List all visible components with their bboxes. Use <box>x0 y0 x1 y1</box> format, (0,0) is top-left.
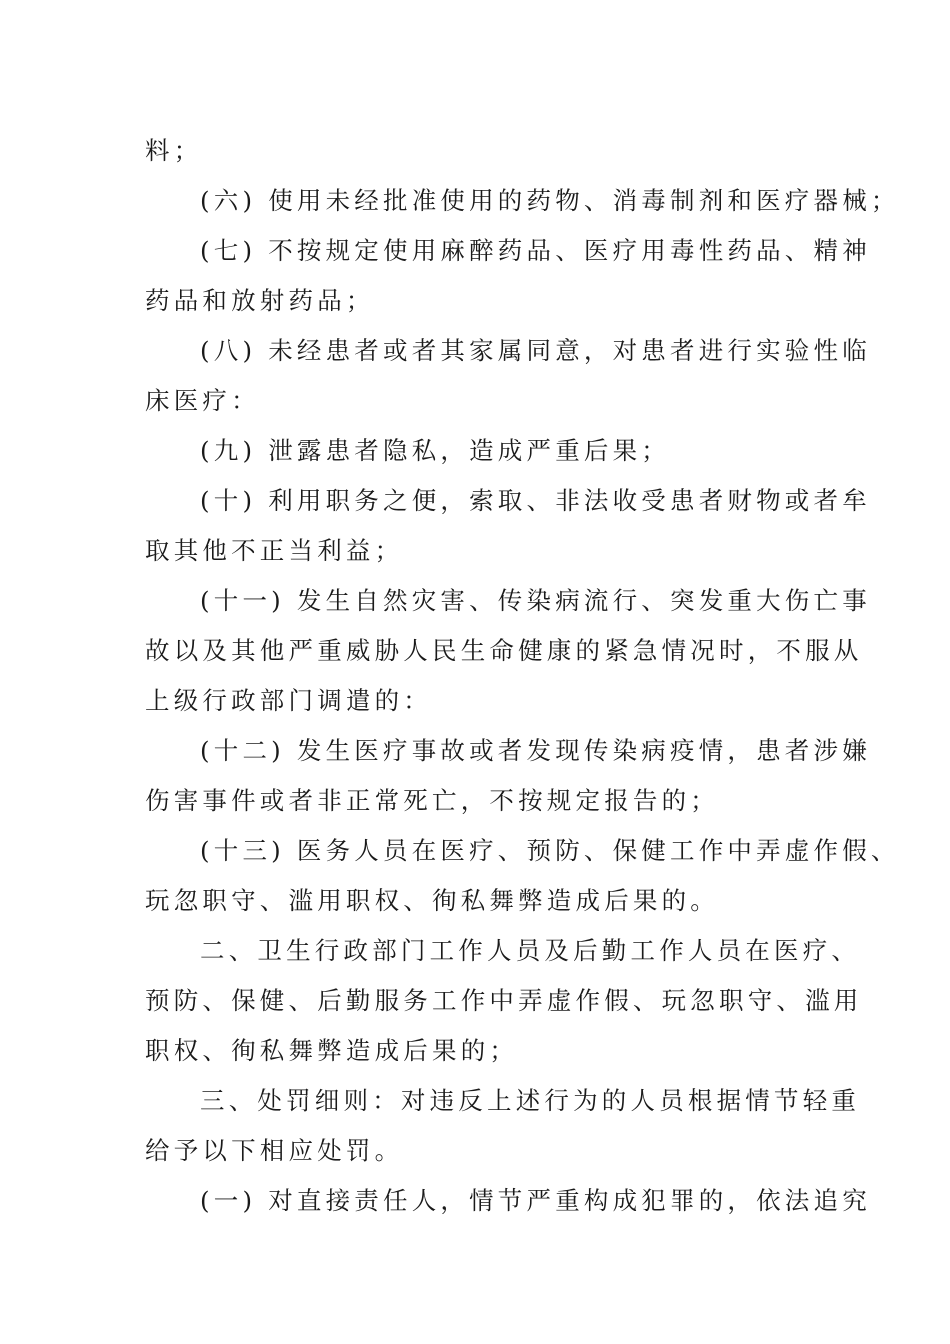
text-line: (十三) 医务人员在医疗、预防、保健工作中弄虚作假、 <box>200 836 900 865</box>
text-line: 职权、徇私舞弊造成后果的； <box>145 1036 519 1065</box>
text-line: 上级行政部门调遣的： <box>145 686 432 715</box>
text-line: 三、处罚细则：对违反上述行为的人员根据情节轻重 <box>200 1086 861 1115</box>
text-line: 伤害事件或者非正常死亡，不按规定报告的； <box>145 786 719 815</box>
text-line: (十一) 发生自然灾害、传染病流行、突发重大伤亡事 <box>200 586 871 615</box>
text-line: 故以及其他严重威胁人民生命健康的紧急情况时，不服从 <box>145 636 863 665</box>
text-line: 床医疗： <box>145 386 260 415</box>
text-line: 料； <box>145 136 203 165</box>
text-line: (十) 利用职务之便，索取、非法收受患者财物或者牟 <box>200 486 871 515</box>
text-line: (八) 未经患者或者其家属同意，对患者进行实验性临 <box>200 336 871 365</box>
text-line: (十二) 发生医疗事故或者发现传染病疫情，患者涉嫌 <box>200 736 871 765</box>
text-line: 给予以下相应处罚。 <box>145 1136 404 1165</box>
text-line: 玩忽职守、滥用职权、徇私舞弊造成后果的。 <box>145 886 719 915</box>
document-body <box>145 126 900 1226</box>
text-line: 药品和放射药品； <box>145 286 375 315</box>
text-line: (七) 不按规定使用麻醉药品、医疗用毒性药品、精神 <box>200 236 871 265</box>
text-line: (六) 使用未经批准使用的药物、消毒制剂和医疗器械； <box>200 186 900 215</box>
text-line: (九) 泄露患者隐私，造成严重后果； <box>200 436 671 465</box>
text-line: 取其他不正当利益； <box>145 536 404 565</box>
text-line: 预防、保健、后勤服务工作中弄虚作假、玩忽职守、滥用 <box>145 986 863 1015</box>
text-line: 二、卫生行政部门工作人员及后勤工作人员在医疗、 <box>200 936 861 965</box>
text-line: (一) 对直接责任人，情节严重构成犯罪的，依法追究 <box>200 1186 871 1215</box>
